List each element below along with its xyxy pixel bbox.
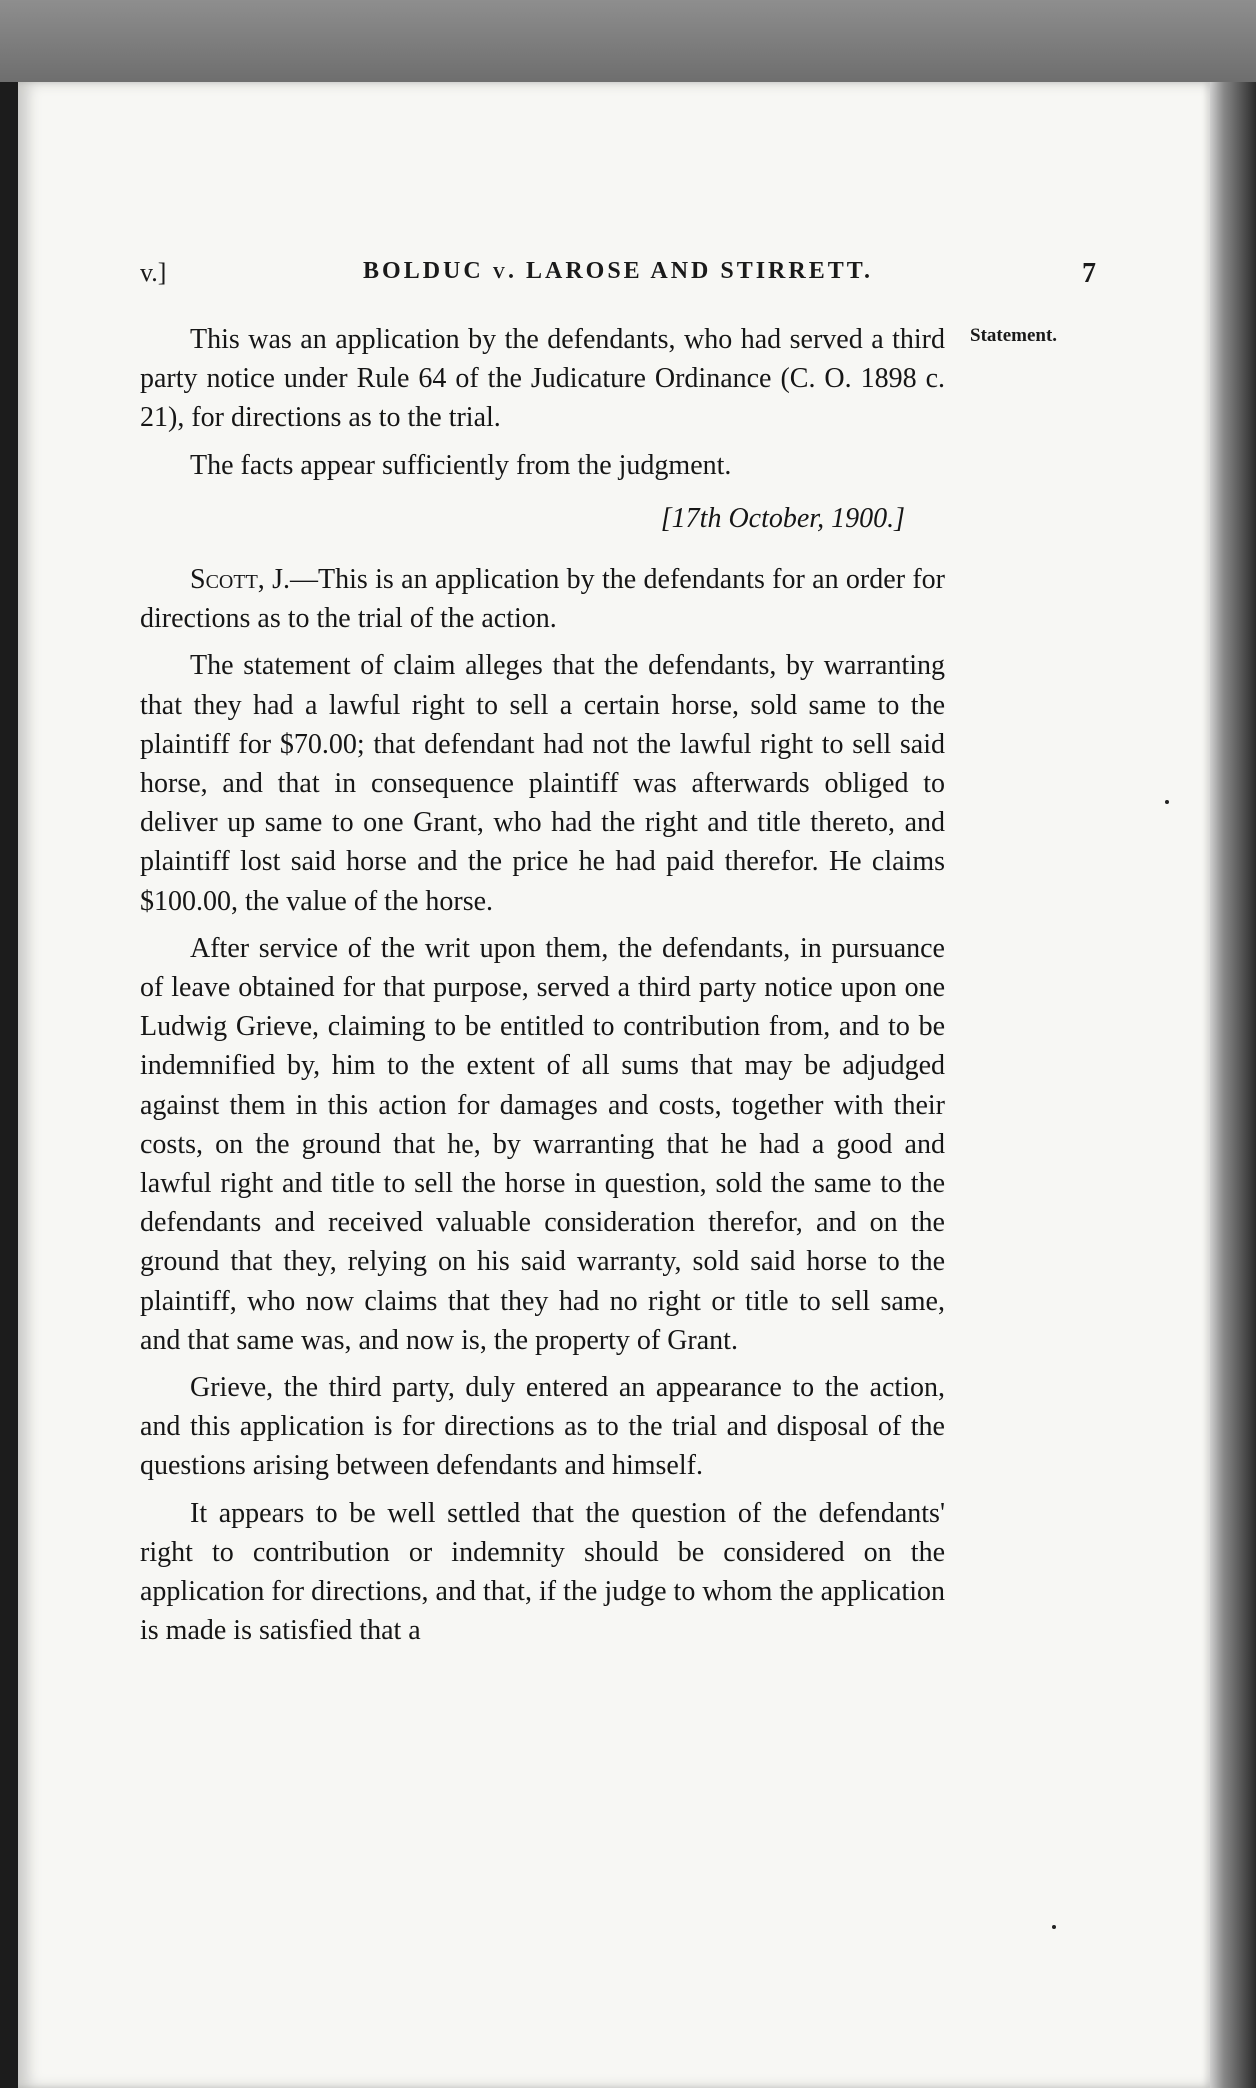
judgment-paragraph: Grieve, the third party, duly entered an appearance to the action, and this application is for directions as to the trial and disposal of the questions arising between defendants and himself.	[140, 1372, 945, 1482]
body-text	[140, 320, 945, 1659]
scan-background	[0, 0, 1256, 82]
dateline: [17th October, 1900.]	[660, 502, 905, 534]
case-title: BOLDUC v. LAROSE AND STIRRETT.	[363, 258, 873, 284]
page-edge-shadow	[1210, 82, 1256, 2088]
judgment-opening	[140, 560, 945, 638]
running-head	[140, 258, 1096, 298]
scan-speck	[1165, 800, 1169, 804]
judgment-paragraph: The statement of claim alleges that the defendants, by warranting that they had a lawful right to sell a certain horse, sold same to the plaintiff for $70.00; that defendant had not the lawful right to sell said horse, and that in consequence plaintiff was afterwards obliged to deliver up same to one Grant, who had the right and title thereto, and plaintiff lost said horse and the price he had paid therefor. He claims $100.00, the value of the horse.	[140, 650, 945, 917]
chapter-marker: v.]	[140, 258, 167, 287]
judgment-paragraph: It appears to be well settled that the question of the defendants' right to contribution or indemnity should be considered on the application for directions, and that, if the judge to whom the application is made is satisfied that a	[140, 1497, 945, 1647]
scan-speck	[1052, 1925, 1056, 1929]
judgment-paragraph: After service of the writ upon them, the defendants, in pursuance of leave obtained for that purpose, served a third party notice upon one Ludwig Grieve, claiming to be entitled to contribution from, and to be indemnified by, him to the extent of all sums that may be adjudged against them in this action for damages and costs, together with their costs, on the ground that he, by warranting that he had a good and lawful right and title to sell the horse in question, sold the same to the defendants and received valuable consideration therefor, and on the ground that they, relying on his said warranty, sold said horse to the plaintiff, who now claims that they had no right or title to sell same, and that same was, and now is, the property of Grant.	[140, 932, 945, 1356]
book-binding	[0, 82, 18, 2088]
statement-paragraph: The facts appear sufficiently from the judgment.	[190, 449, 732, 481]
page-number: 7	[1082, 258, 1096, 289]
margin-note: Statement.	[970, 325, 1058, 346]
judge-name: Scott, J.	[190, 564, 291, 596]
judgment-opening-text: —This is an application by the defendants for an order for directions as to the trial of the action.	[140, 564, 946, 635]
statement-paragraph: This was an application by the defendants, who had served a third party notice under Rule 64 of the Judicature Ordinance (C. O. 1898 c. 21), for directions as to the trial.	[140, 324, 945, 434]
